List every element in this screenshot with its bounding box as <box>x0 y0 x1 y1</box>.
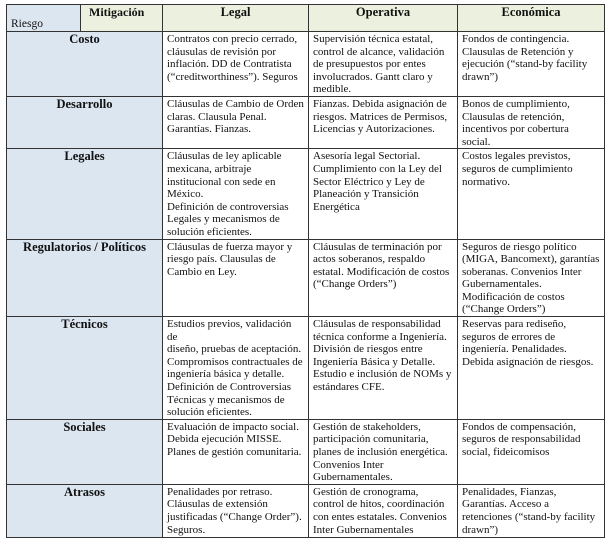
legal-cell: Cláusulas de fuerza mayor y riesgo país. Clausulas de Cambio en Ley. <box>163 239 309 317</box>
economica-cell: Bonos de cumplimiento, Clausulas de retención, incentivos por cobertura social. <box>458 96 605 148</box>
operativa-cell: Supervisión técnica estatal, control de alcance, validación de presupuestos por entes involucrados. Gantt claro y medible. <box>309 32 458 97</box>
risk-cell: Atrasos <box>7 484 163 537</box>
risk-cell: Sociales <box>7 419 163 484</box>
economica-cell: Penalidades, Fianzas, Garantías. Acceso a retenciones (“stand-by facility drawn”) <box>458 484 605 537</box>
legal-cell: Contratos con precio cerrado, cláusulas de revisión por inflación. DD de Contratista (“creditworthiness”). Seguros <box>163 32 309 97</box>
legal-cell: Estudios previos, validación de diseño, pruebas de aceptación. Compromisos contractuales de ingeniería básica y detalle. Definición de Controversias Técnicas y mecanismos de solución eficientes. <box>163 317 309 420</box>
risk-cell: Legales <box>7 149 163 239</box>
table-row <box>7 96 605 148</box>
mitigacion-header: Mitigación <box>81 5 163 32</box>
operativa-cell: Gestión de cronograma, control de hitos, coordinación con entes estatales. Convenios Inter Gubernamentales <box>309 484 458 537</box>
legal-cell: Cláusulas de ley aplicable mexicana, arbitraje institucional con sede en México. Definición de controversias Legales y mecanismos de solución eficientes. <box>163 149 309 239</box>
risk-cell: Técnicos <box>7 317 163 420</box>
risk-cell: Regulatorios / Políticos <box>7 239 163 317</box>
economica-cell: Seguros de riesgo político (MIGA, Bancomext), garantías soberanas. Convenios Inter Gubernamentales. Modificación de costos (“Change Orders”) <box>458 239 605 317</box>
economica-cell: Fondos de contingencia. Clausulas de Retención y ejecución (“stand-by facility drawn”) <box>458 32 605 97</box>
header-row <box>7 5 605 32</box>
risk-cell: Desarrollo <box>7 96 163 148</box>
legal-cell: Evaluación de impacto social. Debida ejecución MISSE. Planes de gestión comunitaria. <box>163 419 309 484</box>
economica-cell: Fondos de compensación, seguros de responsabilidad social, fideicomisos <box>458 419 605 484</box>
table-row <box>7 32 605 97</box>
table-row <box>7 419 605 484</box>
table-row <box>7 239 605 317</box>
economica-cell: Costos legales previstos, seguros de cumplimiento normativo. <box>458 149 605 239</box>
legal-cell: Cláusulas de Cambio de Orden claras. Clausula Penal. Garantías. Fianzas. <box>163 96 309 148</box>
operativa-header: Operativa <box>309 5 458 32</box>
economica-cell: Reservas para rediseño, seguros de errores de ingeniería. Penalidades. Debida asignación de riesgos. <box>458 317 605 420</box>
riesgo-header: Riesgo <box>7 5 81 32</box>
operativa-cell: Asesoría legal Sectorial. Cumplimiento con la Ley del Sector Eléctrico y Ley de Planeación y Transición Energética <box>309 149 458 239</box>
operativa-cell: Cláusulas de terminación por actos soberanos, respaldo estatal. Modificación de costos (“Change Orders”) <box>309 239 458 317</box>
operativa-cell: Cláusulas de responsabilidad técnica conforme a Ingeniería. División de riesgos entre Ingeniería Básica y Detalle. Estudio e inclusión de NOMs y estándares CFE. <box>309 317 458 420</box>
table-row <box>7 317 605 420</box>
table-row <box>7 149 605 239</box>
operativa-cell: Gestión de stakeholders, participación comunitaria, planes de inclusión energética. Convenios Inter Gubernamentales. <box>309 419 458 484</box>
legal-header: Legal <box>163 5 309 32</box>
legal-cell: Penalidades por retraso. Cláusulas de extensión justificadas (“Change Order”). Seguros. <box>163 484 309 537</box>
risk-cell: Costo <box>7 32 163 97</box>
operativa-cell: Fianzas. Debida asignación de riesgos. Matrices de Permisos, Licencias y Autorizaciones. <box>309 96 458 148</box>
table-row <box>7 484 605 537</box>
economica-header: Económica <box>458 5 605 32</box>
risk-mitigation-table <box>6 4 605 538</box>
